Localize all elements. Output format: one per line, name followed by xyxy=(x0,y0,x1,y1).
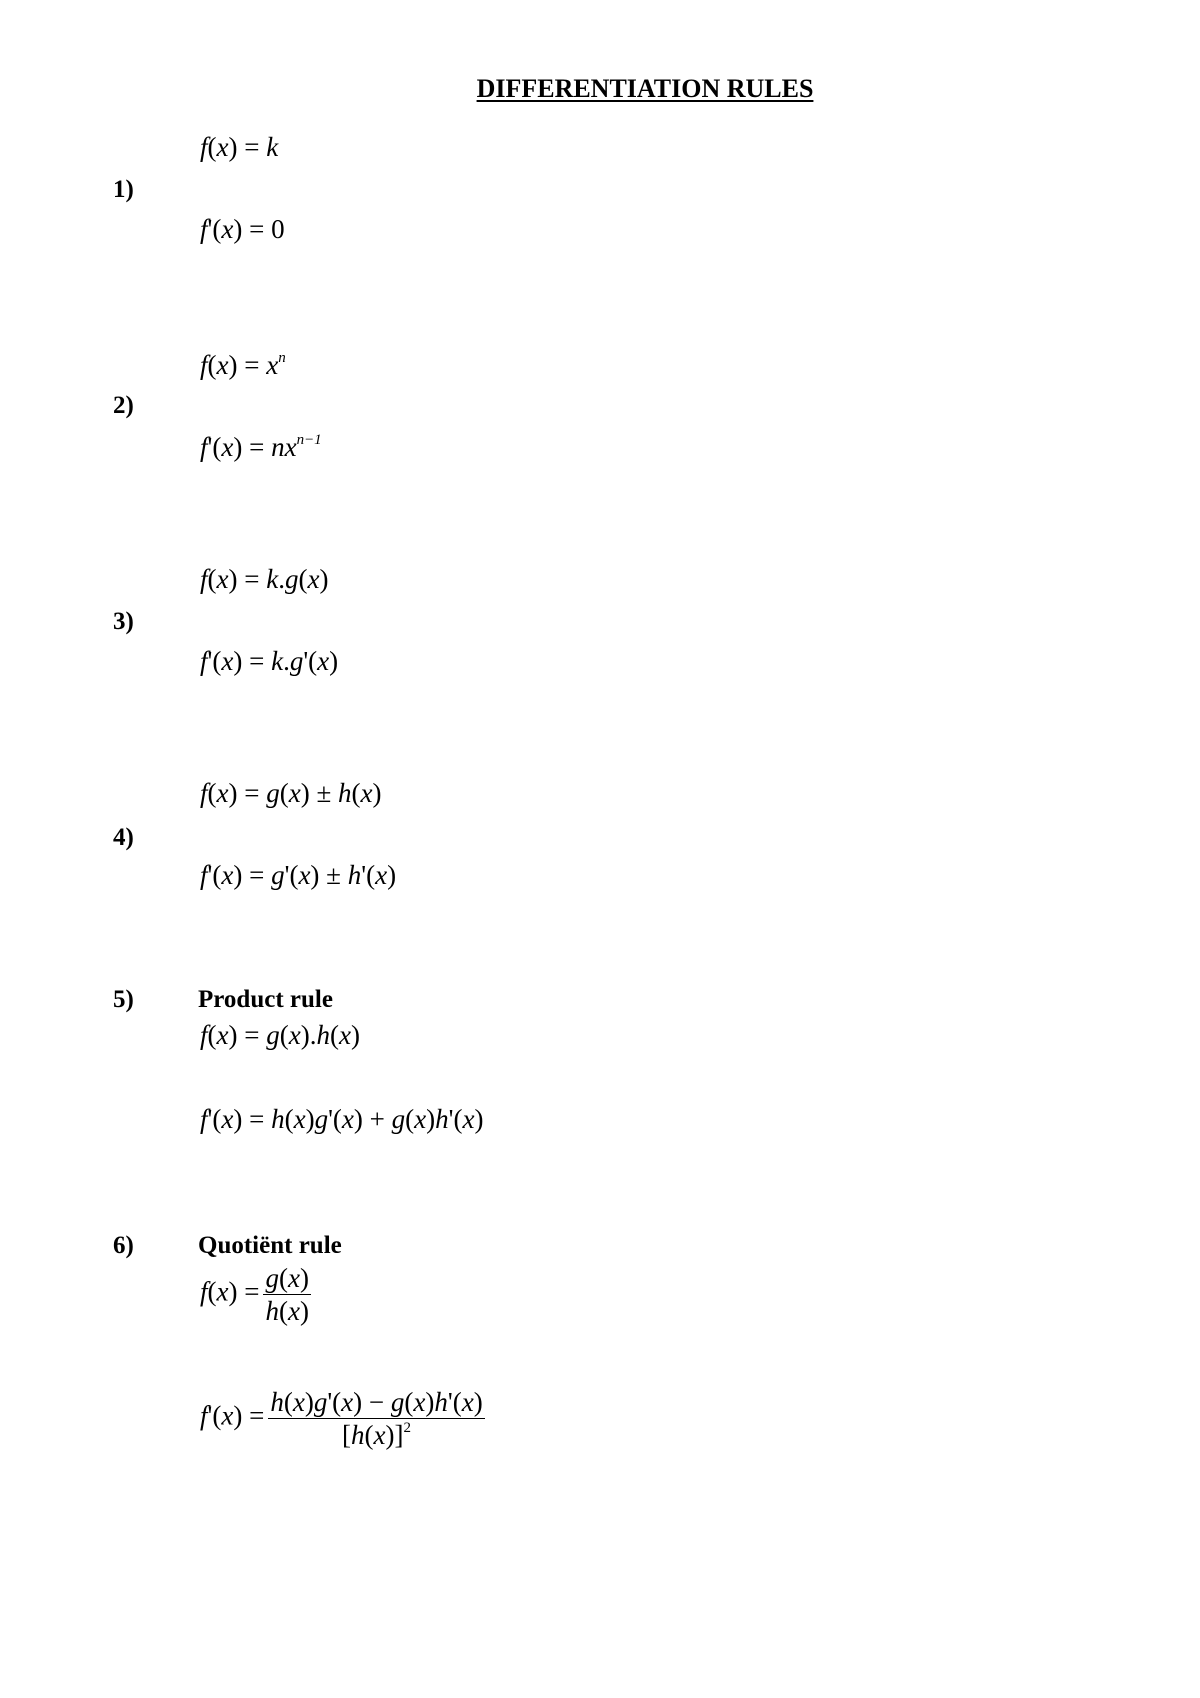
fraction: $\frac{g(x)}{h(x)}$ xyxy=(265,1263,309,1326)
rule-5-function: f(x) = g(x).h(x) xyxy=(200,1020,360,1050)
rule-1-number: 1) xyxy=(113,176,134,203)
rule-2-number: 2) xyxy=(113,392,134,419)
rule-6-number: 6) xyxy=(113,1232,134,1259)
rule-6-function: f(x) = $\frac{g(x)}{h(x)}$ xyxy=(200,1263,309,1326)
rule-5-name: Product rule xyxy=(198,986,333,1013)
fraction: $\frac{h(x)g'(x) - g(x)h'(x)}{[h(x)]^2}$ xyxy=(270,1387,483,1450)
rule-1-derivative: f'(x) = 0 xyxy=(200,214,285,244)
rule-4-derivative: f'(x) = g'(x) ± h'(x) xyxy=(200,860,397,890)
rule-3-number: 3) xyxy=(113,608,134,635)
rule-5-derivative: f'(x) = h(x)g'(x) + g(x)h'(x) xyxy=(200,1104,484,1134)
rule-6-name: Quotiënt rule xyxy=(198,1232,342,1259)
rule-5-number: 5) xyxy=(113,986,134,1013)
rule-4-number: 4) xyxy=(113,824,134,851)
rule-2-derivative: $f'(x) = nx^{n-1}$ xyxy=(200,432,322,462)
rule-4-function: f(x) = g(x) ± h(x) xyxy=(200,778,382,808)
rule-1-function: f(x) = k xyxy=(200,132,279,162)
document-title: DIFFERENTIATION RULES xyxy=(476,74,814,103)
rule-3-derivative: f'(x) = k.g'(x) xyxy=(200,646,339,676)
rule-6-derivative: f'(x) = $\frac{h(x)g'(x) - g(x)h'(x)}{[h(x)]^2}$ xyxy=(200,1387,483,1450)
rule-2-function: $f(x) = x^n$ xyxy=(200,350,286,380)
rule-3-function: f(x) = k.g(x) xyxy=(200,564,329,594)
